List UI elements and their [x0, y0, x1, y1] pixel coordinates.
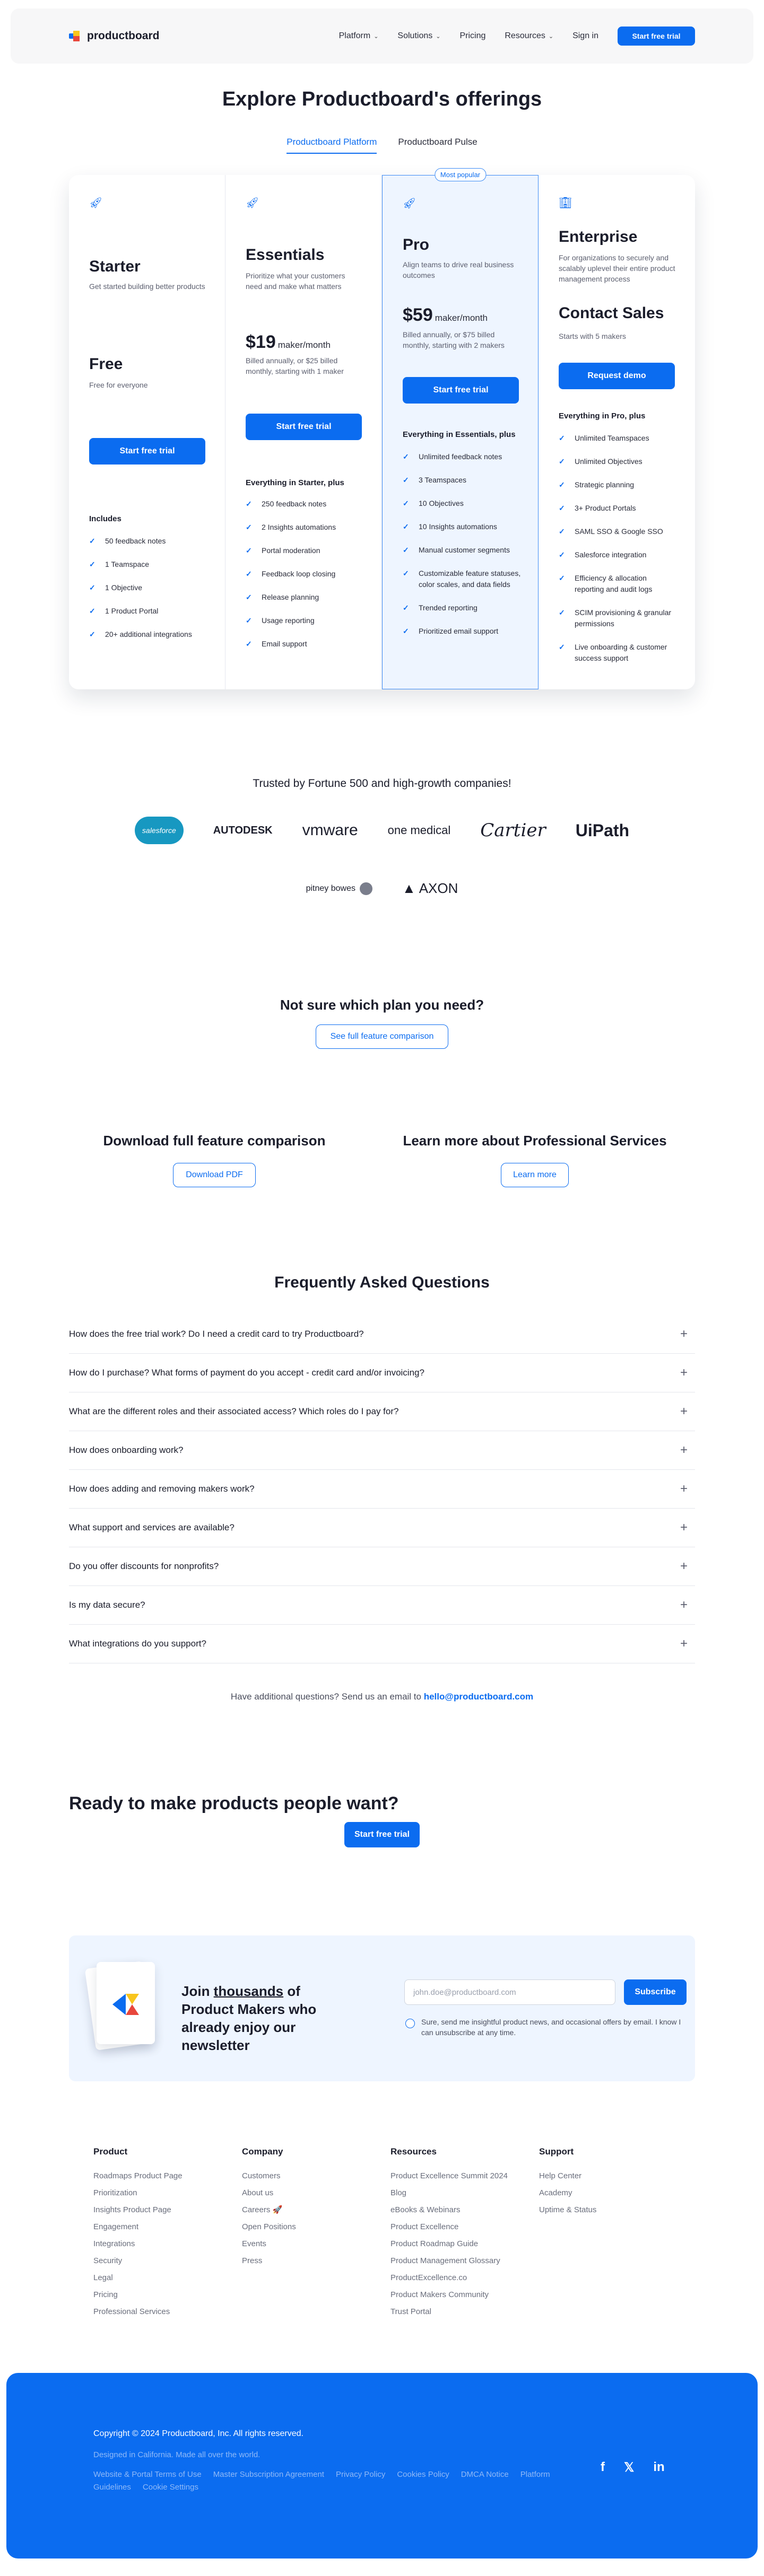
- faq-question: Is my data secure?: [69, 1600, 145, 1610]
- feature-item: [403, 602, 522, 614]
- pitney-bowes-text: pitney bowes: [306, 883, 355, 893]
- footer-link[interactable]: Product Excellence: [390, 2222, 459, 2231]
- feature-item: [246, 522, 365, 533]
- feature-label: 10 Objectives: [419, 499, 464, 507]
- faq-question: How does adding and removing makers work?: [69, 1484, 255, 1494]
- features-title: Includes: [89, 514, 121, 523]
- sign-in-link[interactable]: Sign in: [572, 31, 598, 40]
- plan-description: Prioritize what your customers need and make what matters: [246, 271, 345, 291]
- footer-column-title: Product: [93, 2146, 128, 2157]
- top-navigation: [11, 8, 753, 64]
- feature-label: Manual customer segments: [419, 546, 510, 554]
- plan-price-note: Free for everyone: [89, 381, 148, 389]
- footer-link[interactable]: Help Center: [539, 2171, 582, 2180]
- check-icon: ✓: [559, 457, 565, 466]
- uipath-logo: UiPath: [575, 820, 630, 840]
- feature-label: Portal moderation: [262, 546, 320, 555]
- newsletter: [69, 1935, 695, 2081]
- feature-label: 10 Insights automations: [419, 522, 497, 531]
- social-links: [601, 2460, 665, 2475]
- feature-list: [89, 536, 209, 652]
- services-section: [376, 1133, 694, 1187]
- plan-enterprise: [539, 175, 695, 689]
- feature-label: 50 feedback notes: [105, 537, 166, 545]
- plan-help-title: Not sure which plan you need?: [280, 997, 484, 1013]
- price-value: $19: [246, 332, 276, 352]
- chevron-down-icon: ⌄: [548, 33, 554, 40]
- legal-link[interactable]: Platform Guidelines: [93, 2470, 550, 2492]
- faq-contact: [0, 1692, 764, 1702]
- check-icon: ✓: [89, 607, 96, 615]
- services-title: Learn more about Professional Services: [403, 1133, 667, 1149]
- plan-name: Starter: [89, 258, 141, 275]
- price-unit: maker/month: [277, 340, 331, 350]
- feature-item: [403, 498, 522, 509]
- feature-label: Unlimited Objectives: [575, 457, 643, 466]
- plan-pro: [382, 171, 539, 689]
- bottom-footer: [6, 2373, 758, 2559]
- rocket-icon: 🚀︎: [403, 198, 416, 209]
- check-icon: ✓: [559, 643, 565, 651]
- footer-column: [390, 2146, 539, 2320]
- faq-item[interactable]: [69, 1625, 695, 1663]
- plan-price-note: Starts with 5 makers: [559, 332, 626, 340]
- axon-text: AXON: [419, 880, 458, 896]
- footer-column: [242, 2146, 390, 2320]
- footer-link[interactable]: ProductExcellence.co: [390, 2273, 467, 2282]
- feature-item: [246, 615, 365, 626]
- plus-icon: +: [680, 1520, 688, 1535]
- feature-label: Trended reporting: [419, 603, 478, 612]
- price-unit: maker/month: [435, 313, 488, 323]
- rocket-icon: 🚀︎: [89, 197, 103, 209]
- check-icon: ✓: [89, 630, 96, 638]
- feature-item: [403, 626, 522, 637]
- check-icon: ✓: [559, 574, 565, 582]
- check-icon: ✓: [246, 639, 252, 648]
- tab-platform[interactable]: Productboard Platform: [286, 137, 377, 154]
- feature-item: [89, 629, 209, 640]
- feature-item: [559, 642, 678, 664]
- faq-question: Do you offer discounts for nonprofits?: [69, 1561, 219, 1571]
- ready-cta-wrap: [0, 1822, 764, 1847]
- consent-checkbox[interactable]: [405, 2019, 415, 2028]
- footer-column-title: Resources: [390, 2146, 437, 2157]
- plan-starter: [69, 175, 225, 689]
- footer-link[interactable]: Trust Portal: [390, 2307, 431, 2316]
- plus-icon: +: [680, 1327, 688, 1341]
- feature-label: SCIM provisioning & granular permissions: [575, 608, 672, 628]
- check-icon: ✓: [559, 527, 565, 536]
- features-title: Everything in Pro, plus: [559, 411, 646, 420]
- feature-label: 1 Teamspace: [105, 560, 150, 568]
- page-title: Explore Productboard's offerings: [222, 88, 542, 110]
- footer-link[interactable]: Pricing: [93, 2290, 118, 2299]
- footer-column: [539, 2146, 688, 2320]
- linkedin-icon[interactable]: in: [653, 2460, 665, 2474]
- footer-link[interactable]: Product Management Glossary: [390, 2256, 500, 2265]
- feature-item: [559, 433, 678, 444]
- plan-price-note: Billed annually, or $25 billed monthly, starting with 1 maker: [246, 356, 344, 375]
- feature-item: [89, 606, 209, 617]
- footer-column: [93, 2146, 242, 2320]
- legal-link[interactable]: Cookies Policy: [397, 2470, 449, 2479]
- faq-item[interactable]: [69, 1586, 695, 1625]
- feature-label: 1 Objective: [105, 583, 143, 592]
- nav-start-trial-button[interactable]: Start free trial: [618, 27, 695, 46]
- feature-item: [403, 545, 522, 556]
- download-section: [55, 1133, 374, 1187]
- check-icon: ✓: [403, 522, 409, 531]
- plus-icon: +: [680, 1443, 688, 1457]
- faq-question: How do I purchase? What forms of payment do you accept - credit card and/or invoicing?: [69, 1368, 424, 1378]
- starter-start-trial-button[interactable]: Start free trial: [89, 438, 205, 465]
- request-demo-button[interactable]: Request demo: [559, 363, 675, 389]
- feature-item: [403, 521, 522, 532]
- feature-item: [559, 549, 678, 560]
- check-icon: ✓: [559, 504, 565, 512]
- footer-link[interactable]: Integrations: [93, 2239, 135, 2248]
- nav-resources[interactable]: [505, 31, 553, 41]
- faq-question: What integrations do you support?: [69, 1639, 206, 1649]
- footer-link[interactable]: About us: [242, 2188, 274, 2197]
- feature-item: [559, 456, 678, 467]
- newsletter-title: [181, 1982, 351, 2054]
- axon-logo: [402, 880, 458, 897]
- price-value: $59: [403, 305, 433, 325]
- feature-item: [246, 498, 365, 510]
- footer-link[interactable]: Events: [242, 2239, 266, 2248]
- check-icon: ✓: [246, 616, 252, 625]
- newsletter-title-emphasis: thousands: [213, 1983, 284, 1999]
- feature-label: 3 Teamspaces: [419, 476, 467, 484]
- check-icon: ✓: [246, 569, 252, 578]
- faq-item[interactable]: [69, 1315, 695, 1354]
- footer-link[interactable]: Customers: [242, 2171, 281, 2180]
- footer-link[interactable]: Product Roadmap Guide: [390, 2239, 479, 2248]
- faq-question: What are the different roles and their associated access? Which roles do I pay for?: [69, 1406, 399, 1416]
- salesforce-logo: salesforce: [135, 817, 184, 844]
- faq-contact-text: Have additional questions? Send us an email to: [230, 1692, 421, 1702]
- customer-logos-row-2: [0, 880, 764, 897]
- footer-link[interactable]: Uptime & Status: [539, 2205, 597, 2214]
- features-title: Everything in Starter, plus: [246, 478, 344, 487]
- feature-item: [403, 568, 522, 590]
- footer-links: [93, 2146, 688, 2320]
- legal-link[interactable]: Cookie Settings: [142, 2483, 198, 2492]
- download-title: Download full feature comparison: [103, 1133, 326, 1149]
- feature-label: SAML SSO & Google SSO: [575, 527, 663, 536]
- autodesk-logo: AUTODESK: [213, 824, 273, 836]
- faq-item[interactable]: [69, 1431, 695, 1470]
- feature-item: [246, 638, 365, 650]
- plan-description: For organizations to securely and scalably uplevel their entire product management process: [559, 253, 675, 283]
- plan-price: Free: [89, 355, 123, 373]
- footer-column-title: Support: [539, 2146, 574, 2157]
- feature-item: [89, 536, 209, 547]
- essentials-start-trial-button[interactable]: Start free trial: [246, 414, 362, 440]
- plan-description: Get started building better products: [89, 282, 205, 291]
- check-icon: ✓: [559, 480, 565, 489]
- footer-link[interactable]: Open Positions: [242, 2222, 296, 2231]
- cartier-logo: Cartier: [480, 820, 546, 841]
- feature-item: [559, 503, 678, 514]
- plus-icon: +: [680, 1404, 688, 1418]
- plus-icon: +: [680, 1636, 688, 1651]
- plan-name: Essentials: [246, 246, 325, 264]
- productboard-mark-icon: [97, 1962, 155, 2044]
- feature-item: [246, 545, 365, 556]
- feature-item: [246, 568, 365, 580]
- faq-question: What support and services are available?: [69, 1522, 235, 1532]
- resources-split: [0, 1133, 764, 1196]
- consent-label: Sure, send me insightful product news, and occasional offers by email. I know I can unsubscribe at any time.: [421, 2018, 681, 2037]
- feature-label: Customizable feature statuses, color scales, and data fields: [419, 569, 521, 589]
- feature-list: [403, 451, 522, 649]
- x-twitter-icon[interactable]: 𝕏: [624, 2460, 635, 2475]
- feature-label: 2 Insights automations: [262, 523, 336, 531]
- faq-list: [69, 1315, 695, 1663]
- plan-name: Pro: [403, 236, 430, 253]
- feature-label: Release planning: [262, 593, 319, 601]
- plus-icon: +: [680, 1598, 688, 1612]
- brand-name: productboard: [87, 30, 160, 42]
- footer-link[interactable]: Press: [242, 2256, 263, 2265]
- feature-item: [89, 559, 209, 570]
- feature-item: [246, 592, 365, 603]
- logo-mark-icon: [69, 31, 83, 41]
- footer-link[interactable]: Academy: [539, 2188, 572, 2197]
- plan-price: [246, 332, 331, 353]
- feature-label: Live onboarding & customer success support: [575, 643, 667, 662]
- feature-item: [559, 479, 678, 490]
- footer-link[interactable]: Legal: [93, 2273, 113, 2282]
- footer-column-title: Company: [242, 2146, 283, 2157]
- legal-link[interactable]: Website & Portal Terms of Use: [93, 2470, 202, 2479]
- check-icon: ✓: [559, 608, 565, 617]
- feature-label: Email support: [262, 639, 307, 648]
- footer-link[interactable]: Professional Services: [93, 2307, 170, 2316]
- plus-icon: +: [680, 1559, 688, 1573]
- nav-pricing-label: Pricing: [459, 31, 486, 40]
- feature-list: [246, 498, 365, 662]
- footer-link[interactable]: Insights Product Page: [93, 2205, 171, 2214]
- most-popular-badge: Most popular: [435, 168, 486, 181]
- check-icon: ✓: [403, 452, 409, 461]
- plus-icon: +: [680, 1482, 688, 1496]
- feature-item: [403, 475, 522, 486]
- plan-price: [403, 305, 488, 326]
- footer-link[interactable]: Product Makers Community: [390, 2290, 489, 2299]
- feature-label: Strategic planning: [575, 480, 635, 489]
- footer-link[interactable]: Blog: [390, 2188, 407, 2197]
- feature-item: [403, 451, 522, 462]
- plan-price-note: Billed annually, or $75 billed monthly, starting with 2 makers: [403, 330, 505, 349]
- feature-item: [89, 582, 209, 593]
- feature-label: 20+ additional integrations: [105, 630, 192, 638]
- nav-platform-label: Platform: [338, 31, 371, 40]
- check-icon: ✓: [403, 546, 409, 554]
- legal-links: [93, 2468, 571, 2494]
- one-medical-logo: one medical: [387, 823, 451, 837]
- legal-link[interactable]: Privacy Policy: [335, 2470, 386, 2479]
- feature-label: Unlimited Teamspaces: [575, 434, 649, 442]
- check-icon: ✓: [559, 434, 565, 442]
- feature-label: Usage reporting: [262, 616, 315, 625]
- chevron-down-icon: ⌄: [436, 33, 441, 40]
- download-pdf-button[interactable]: Download PDF: [173, 1163, 256, 1187]
- nav-pricing[interactable]: [459, 31, 485, 41]
- email-field[interactable]: john.doe@productboard.com: [404, 1979, 615, 2005]
- newsletter-card-icon: [97, 1962, 155, 2044]
- footer-link[interactable]: Engagement: [93, 2222, 139, 2231]
- footer-link[interactable]: eBooks & Webinars: [390, 2205, 461, 2214]
- trusted-title: Trusted by Fortune 500 and high-growth companies!: [253, 777, 511, 790]
- faq-question: How does the free trial work? Do I need a credit card to try Productboard?: [69, 1329, 364, 1339]
- footer-link[interactable]: Roadmaps Product Page: [93, 2171, 183, 2180]
- tagline: Designed in California. Made all over the world.: [93, 2450, 261, 2459]
- feature-label: 3+ Product Portals: [575, 504, 636, 512]
- ready-start-trial-button[interactable]: Start free trial: [344, 1822, 420, 1847]
- feature-item: [559, 573, 678, 595]
- feature-label: Prioritized email support: [419, 627, 499, 635]
- footer-link[interactable]: Security: [93, 2256, 123, 2265]
- faq-item[interactable]: [69, 1354, 695, 1392]
- productboard-logo[interactable]: [69, 30, 160, 42]
- nav-solutions[interactable]: [397, 31, 440, 41]
- tab-pulse[interactable]: Productboard Pulse: [398, 137, 478, 147]
- nav-solutions-label: Solutions: [397, 31, 433, 40]
- features-title: Everything in Essentials, plus: [403, 430, 516, 439]
- feature-item: [559, 526, 678, 537]
- axon-triangle-icon: ▲: [402, 880, 416, 896]
- copyright: Copyright © 2024 Productboard, Inc. All rights reserved.: [93, 2429, 303, 2438]
- contact-email-link[interactable]: hello@productboard.com: [423, 1692, 534, 1702]
- check-icon: ✓: [246, 523, 252, 531]
- plan-essentials: [225, 175, 382, 689]
- pricing-plans: [69, 171, 695, 689]
- chevron-down-icon: ⌄: [374, 33, 379, 40]
- pitney-bowes-logo: [306, 882, 372, 895]
- feature-label: Efficiency & allocation reporting and audit logs: [575, 574, 653, 593]
- faq-item[interactable]: [69, 1509, 695, 1547]
- check-icon: ✓: [246, 500, 252, 508]
- rocket-icon: 🚀︎: [246, 197, 259, 209]
- subscribe-button[interactable]: Subscribe: [624, 1979, 687, 2005]
- feature-label: Unlimited feedback notes: [419, 452, 502, 461]
- offering-tabs: [0, 137, 764, 154]
- check-icon: ✓: [403, 476, 409, 484]
- plan-description: Align teams to drive real business outcomes: [403, 260, 514, 279]
- plan-help-cta-wrap: [0, 1024, 764, 1049]
- check-icon: ✓: [559, 550, 565, 559]
- nav-platform[interactable]: [339, 31, 379, 41]
- check-icon: ✓: [403, 627, 409, 635]
- check-icon: ✓: [403, 569, 409, 577]
- feature-label: 250 feedback notes: [262, 500, 327, 508]
- plan-price: Contact Sales: [559, 304, 664, 322]
- faq-item[interactable]: [69, 1470, 695, 1509]
- check-icon: ✓: [246, 593, 252, 601]
- footer-link[interactable]: Prioritization: [93, 2188, 137, 2197]
- pro-start-trial-button[interactable]: Start free trial: [403, 377, 519, 404]
- learn-more-button[interactable]: Learn more: [501, 1163, 569, 1187]
- customer-logos-row-1: [0, 817, 764, 844]
- faq-title: Frequently Asked Questions: [274, 1274, 490, 1291]
- check-icon: ✓: [246, 546, 252, 555]
- newsletter-title-pre: Join: [181, 1983, 214, 1999]
- nav-resources-label: Resources: [505, 31, 545, 40]
- feature-label: Feedback loop closing: [262, 569, 336, 578]
- ready-title: Ready to make products people want?: [69, 1793, 399, 1813]
- faq-item[interactable]: [69, 1547, 695, 1586]
- faq-item[interactable]: [69, 1392, 695, 1431]
- footer-link[interactable]: Product Excellence Summit 2024: [390, 2171, 508, 2180]
- check-icon: ✓: [89, 583, 96, 592]
- vmware-logo: vmware: [302, 821, 358, 839]
- footer-link[interactable]: Careers 🚀: [242, 2205, 283, 2214]
- legal-link[interactable]: DMCA Notice: [461, 2470, 509, 2479]
- check-icon: ✓: [89, 537, 96, 545]
- feature-label: Salesforce integration: [575, 550, 647, 559]
- feature-item: [559, 607, 678, 629]
- faq-question: How does onboarding work?: [69, 1445, 184, 1455]
- plus-icon: +: [680, 1365, 688, 1380]
- pitney-bowes-mark-icon: [360, 882, 372, 895]
- check-icon: ✓: [403, 499, 409, 507]
- legal-link[interactable]: Master Subscription Agreement: [213, 2470, 324, 2479]
- newsletter-title-post: of Product Makers who already enjoy our newsletter: [181, 1983, 317, 2053]
- feature-label: 1 Product Portal: [105, 607, 159, 615]
- feature-list: [559, 433, 678, 676]
- consent-checkbox-row: [405, 2017, 687, 2038]
- facebook-icon[interactable]: f: [601, 2460, 605, 2474]
- feature-comparison-button[interactable]: See full feature comparison: [316, 1024, 448, 1049]
- check-icon: ✓: [89, 560, 96, 568]
- check-icon: ✓: [403, 603, 409, 612]
- building-icon: 🏢︎: [559, 197, 572, 209]
- plan-name: Enterprise: [559, 228, 638, 246]
